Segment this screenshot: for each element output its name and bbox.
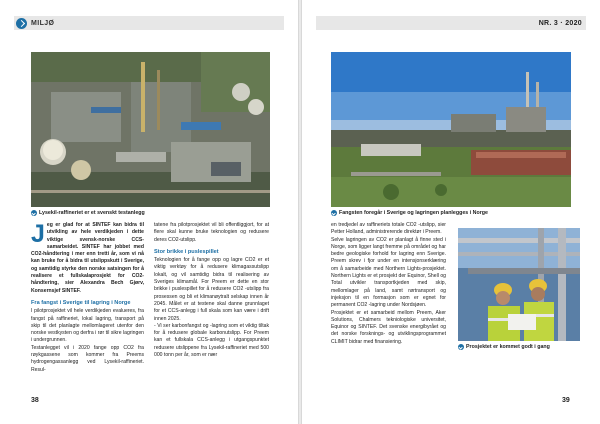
- photo-caption: [458, 344, 550, 350]
- text-column-1: [331, 222, 446, 346]
- intro-paragraph: [31, 222, 144, 295]
- drop-cap: J: [31, 220, 45, 248]
- body-paragraph: en tredjedel av raffineriets totale CO2 -utslipp, sier Petter Holland, administrerende direktør i Preem.: [331, 222, 446, 236]
- right-page: [302, 0, 600, 424]
- subheading: Fra fangst i Sverige til lagring i Norge: [31, 299, 131, 306]
- issue-label: NR. 3 · 2020: [538, 19, 582, 27]
- text-column-1: [31, 222, 144, 374]
- arrow-up-icon: [458, 344, 464, 350]
- photo-caption: [331, 210, 488, 216]
- subheading: Stor brikke i puslespillet: [154, 248, 219, 255]
- arrow-right-icon: [16, 18, 27, 29]
- body-paragraph: Prosjektet er et samarbeid mellom Preem, Aker Solutions, Chalmers tekniologiske universitet, Equinor og SINTEF. Det svenske energibyrået og det norske forsknings- og utviklingsprogrammet CLIMIT bidrar med finansiering.: [331, 309, 446, 345]
- body-paragraph: Testanlegget vil i 2020 fange opp CO2 fra røykgassene som kommer fra Preems hydrogengassanlegg ved Lysekil-raffineriet. Resul-: [31, 344, 144, 373]
- page-number: 39: [562, 397, 570, 404]
- body-paragraph: I pilotprosjektet vil hele verdikjeden evalueres, fra fangst på raffineriet, lokal lagring, transport på skip til det planlagte mellomlageret utenfor den norske vestkysten og derfra i rør til sikre lagringen i undergrunnen.: [31, 308, 144, 344]
- intro-text: eg er glad for at SINTEF kan bidra til utvikling av hele verdikjeden i dette viktige svensk-norske CCS-samarbeidet. SINTEF har jobbet med CO2-håndtering i mer enn tretti år, som vi nå kan bruke for å bidra til utslippskutt i Sverige, og samtidig styrke den norske satsingen for å realisere et fullskalaprosjekt for CO2-håndtering, sier Alexandra Bech Gjørv, Konsernsjef SINTEF.: [31, 222, 144, 294]
- section-label: MILJØ: [31, 19, 55, 27]
- body-paragraph: Selve lagringen av CO2 er planlagt å finne sted i Norge, som ligger langt fremme på området og har bedre geologiske forhold for lagring enn Sverige. Preem skrev i fjor under en intensjonserklæring om å samarbeide med Northern Lights-prosjektet. Northern Lights er et prosjekt der Equinor, Shell og Total utvikler transportkjeden med skip, mellomlager på land, samt rørtransport og injeksjon til en formasjon som er egnet for permanent CO2 -lagring under Nordsjøen.: [331, 236, 446, 309]
- issue-header: [316, 16, 586, 30]
- arrow-down-icon: [331, 210, 337, 216]
- body-paragraph: Teknologien for å fange opp og lagre CO2 er et viktig verktøy for å redusere klimagassutslipp lokalt, og vil samtidig bidra til realisering av Sveriges klimamål. For Preem er dette en stor brikke i puslespillet for å redusere CO2 -utslipp fra prosessen og bli et klimanøytralt selskap innen år 2045. Målet er at testene skal danne grunnlaget for et CCS-anlegg i full skala som kan være i drift innen 2025.: [154, 257, 269, 322]
- workers-photo: [458, 228, 580, 341]
- refinery-aerial-photo: [31, 52, 270, 207]
- refinery-skyline-photo: [331, 52, 571, 207]
- photo-caption-text: Lysekil-raffineriet er et svenskt testanlegg: [39, 210, 145, 216]
- photo-caption: [31, 210, 145, 216]
- page-number: 38: [31, 397, 39, 404]
- text-column-2: [154, 222, 269, 359]
- photo-caption-text: Prosjektet er kommet godt i gang: [466, 344, 550, 350]
- body-paragraph: tatene fra pilotprosjektet vil bli offentliggjort, for at flere skal kunne bruke teknologien og redusere deres CO2-utslipp.: [154, 222, 269, 243]
- photo-caption-text: Fangsten foregår i Sverige og lagringen planlegges i Norge: [339, 210, 488, 216]
- body-paragraph: - Vi ser karbonfangst og -lagring som et viktig tiltak for å redusere globale karbonutslipp. For Preem kan et fullskala CCS-anlegg i utgangspunktet redusere utslippene fra Lysekil-raffineriet med 500 000 tonn per år, som er nær: [154, 322, 269, 359]
- left-page: [0, 0, 298, 424]
- section-header: [14, 16, 284, 30]
- arrow-down-icon: [31, 210, 37, 216]
